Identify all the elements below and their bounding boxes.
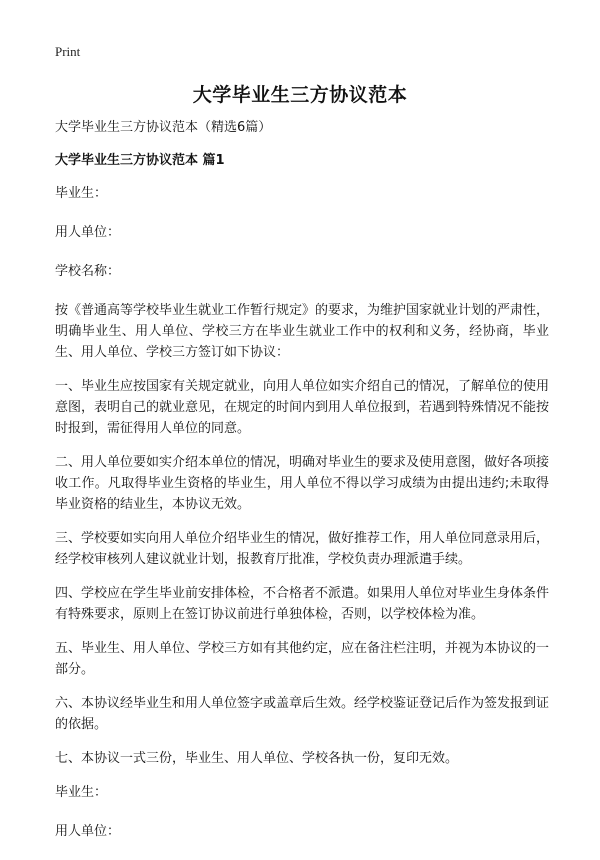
intro-paragraph: 按《普通高等学校毕业生就业工作暂行规定》的要求，为维护国家就业计划的严肃性，明确毕业生、用人单位、学校三方在毕业生就业工作中的权利和义务，经协商，毕业生、用人单位、学校三方签订如下协议：	[55, 303, 550, 360]
document-body	[55, 117, 549, 860]
school-name-field-label: 学校名称：	[55, 264, 121, 279]
clause-5: 五、毕业生、用人单位、学校三方如有其他约定，应在备注栏注明，并视为本协议的一部分。	[55, 641, 550, 677]
section-heading: 大学毕业生三方协议范本 篇1	[55, 153, 225, 168]
graduate-signature-label: 毕业生：	[55, 785, 108, 800]
employer-signature-label: 用人单位：	[55, 824, 121, 839]
document-subtitle: 大学毕业生三方协议范本（精选6篇）	[55, 120, 272, 135]
print-link[interactable]: Print	[55, 44, 81, 59]
clause-4: 四、学校应在学生毕业前安排体检，不合格者不派遣。如果用人单位对毕业生身体条件有特殊要求，原则上在签订协议前进行单独体检，否则，以学校体检为准。	[55, 586, 550, 622]
clause-3: 三、学校要如实向用人单位介绍毕业生的情况，做好推荐工作，用人单位同意录用后，经学校审核列人建议就业计划，报教育厅批准，学校负责办理派遣手续。	[55, 531, 550, 567]
graduate-field-label: 毕业生：	[55, 186, 108, 201]
clause-1: 一、毕业生应按国家有关规定就业，向用人单位如实介绍自己的情况，了解单位的使用意图，表明自己的就业意见，在规定的时间内到用人单位报到，若遇到特殊情况不能按时报到，需征得用人单位的同意。	[55, 379, 550, 436]
clause-2: 二、用人单位要如实介绍本单位的情况，明确对毕业生的要求及使用意图，做好各项接收工作。凡取得毕业生资格的毕业生，用人单位不得以学习成绩为由提出违约;未取得毕业资格的结业生，本协议无效。	[55, 455, 550, 512]
employer-field-label: 用人单位：	[55, 225, 121, 240]
clause-7: 七、本协议一式三份，毕业生、用人单位、学校各执一份，复印无效。	[55, 751, 459, 766]
clause-6: 六、本协议经毕业生和用人单位签字或盖章后生效。经学校鉴证登记后作为签发报到证的依据。	[55, 696, 550, 732]
document-title: 大学毕业生三方协议范本	[192, 84, 408, 106]
